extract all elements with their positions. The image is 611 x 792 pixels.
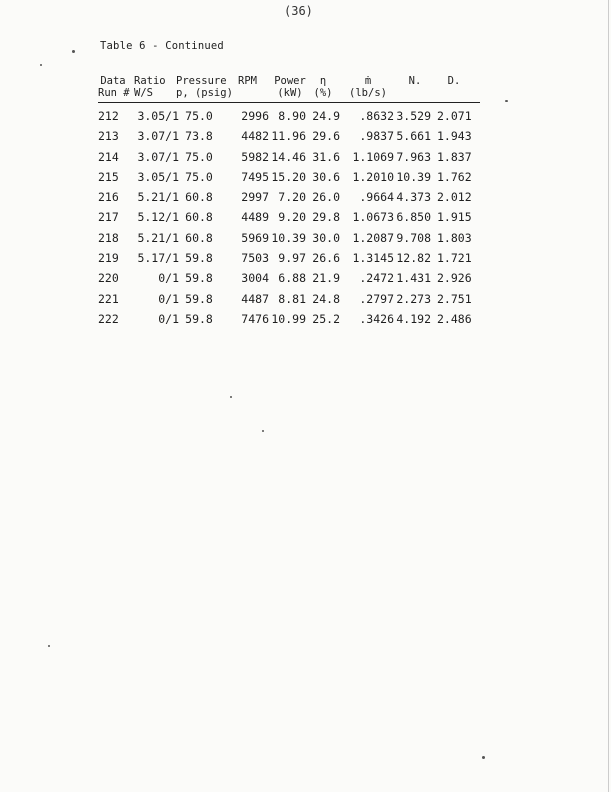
cell-power: 14.46 [271,149,306,164]
cell-rpm: 4482 [241,129,269,144]
cell-ratio: 0/1 [158,271,179,286]
cell-run: 221 [98,291,119,306]
cell-ratio: 3.05/1 [137,109,179,123]
header-mass-flow: ṁ (lb/s) [349,75,387,99]
cell-efficiency: 24.8 [312,291,340,306]
table-row [98,184,480,204]
cell-n: 6.850 [396,210,431,225]
scan-speck [482,756,485,759]
cell-rpm: 7503 [241,251,269,266]
cell-ratio: 5.12/1 [137,210,179,225]
cell-power: 11.96 [271,129,306,144]
cell-d: 2.071 [437,109,472,123]
cell-run: 217 [98,210,119,225]
data-table [98,75,480,326]
cell-efficiency: 25.2 [312,311,340,326]
cell-efficiency: 29.6 [312,129,340,144]
table-row [98,103,480,123]
cell-run: 222 [98,311,119,326]
cell-n: 2.273 [396,291,431,306]
header-rpm: RPM [238,75,257,87]
cell-pressure: 75.0 [185,109,213,123]
table-header [98,75,480,103]
cell-pressure: 59.8 [185,271,213,286]
cell-efficiency: 21.9 [312,271,340,286]
cell-run: 220 [98,271,119,286]
scan-speck [40,64,42,66]
cell-d: 1.837 [437,149,472,164]
cell-power: 10.99 [271,311,306,326]
cell-d: 1.943 [437,129,472,144]
cell-rpm: 5969 [241,230,269,245]
cell-rpm: 4489 [241,210,269,225]
cell-run: 216 [98,190,119,205]
header-power: Power (kW) [274,75,306,99]
header-ratio: Ratio W/S [134,75,166,99]
cell-pressure: 59.8 [185,291,213,306]
cell-rpm: 5982 [241,149,269,164]
cell-mass-flow: 1.3145 [352,251,394,266]
cell-mass-flow: .2472 [359,271,394,286]
table-row [98,245,480,265]
cell-pressure: 59.8 [185,311,213,326]
cell-run: 219 [98,251,119,266]
cell-efficiency: 26.6 [312,251,340,266]
page-number: (36) [284,4,313,18]
header-run: Data Run # [98,75,130,99]
cell-n: 4.192 [396,311,431,326]
cell-run: 214 [98,149,119,164]
cell-run: 212 [98,109,119,123]
cell-pressure: 60.8 [185,210,213,225]
cell-pressure: 59.8 [185,251,213,266]
cell-mass-flow: 1.0673 [352,210,394,225]
header-n: N. [408,75,422,87]
scan-speck [262,430,264,432]
cell-rpm: 3004 [241,271,269,286]
table-row [98,306,480,326]
cell-pressure: 75.0 [185,149,213,164]
table-row [98,164,480,184]
cell-ratio: 3.05/1 [137,169,179,184]
table-row [98,204,480,224]
cell-n: 10.39 [396,169,431,184]
page-edge-line [608,0,609,792]
cell-efficiency: 26.0 [312,190,340,205]
cell-mass-flow: .9664 [359,190,394,205]
cell-pressure: 60.8 [185,190,213,205]
table-body [98,103,480,326]
cell-mass-flow: .2797 [359,291,394,306]
cell-power: 8.90 [278,109,306,123]
cell-ratio: 0/1 [158,311,179,326]
cell-ratio: 3.07/1 [137,149,179,164]
cell-n: 12.82 [396,251,431,266]
header-pressure: Pressure p, (psig) [176,75,233,99]
cell-ratio: 5.21/1 [137,190,179,205]
cell-d: 1.915 [437,210,472,225]
cell-d: 2.926 [437,271,472,286]
cell-rpm: 7476 [241,311,269,326]
cell-n: 3.529 [396,109,431,123]
cell-mass-flow: .8632 [359,109,394,123]
cell-mass-flow: 1.2087 [352,230,394,245]
cell-d: 1.721 [437,251,472,266]
scan-speck [48,645,50,647]
cell-efficiency: 29.8 [312,210,340,225]
cell-n: 5.661 [396,129,431,144]
table-row [98,123,480,143]
table-row [98,144,480,164]
cell-mass-flow: .9837 [359,129,394,144]
table-row [98,265,480,285]
cell-pressure: 60.8 [185,230,213,245]
cell-efficiency: 30.0 [312,230,340,245]
cell-d: 1.803 [437,230,472,245]
cell-n: 7.963 [396,149,431,164]
cell-d: 1.762 [437,169,472,184]
cell-ratio: 3.07/1 [137,129,179,144]
scan-speck [230,396,232,398]
table-row [98,286,480,306]
header-d: D. [447,75,461,87]
cell-ratio: 0/1 [158,291,179,306]
table-row [98,225,480,245]
cell-run: 213 [98,129,119,144]
cell-d: 2.012 [437,190,472,205]
cell-d: 2.751 [437,291,472,306]
cell-power: 9.97 [278,251,306,266]
cell-rpm: 7495 [241,169,269,184]
cell-power: 7.20 [278,190,306,205]
cell-rpm: 4487 [241,291,269,306]
cell-mass-flow: 1.1069 [352,149,394,164]
cell-rpm: 2996 [241,109,269,123]
table-title: Table 6 - Continued [100,40,224,52]
cell-n: 9.708 [396,230,431,245]
cell-run: 218 [98,230,119,245]
cell-power: 9.20 [278,210,306,225]
cell-efficiency: 31.6 [312,149,340,164]
cell-efficiency: 24.9 [312,109,340,123]
cell-pressure: 75.0 [185,169,213,184]
cell-power: 6.88 [278,271,306,286]
cell-power: 8.81 [278,291,306,306]
cell-n: 4.373 [396,190,431,205]
cell-pressure: 73.8 [185,129,213,144]
cell-ratio: 5.21/1 [137,230,179,245]
cell-mass-flow: .3426 [359,311,394,326]
cell-rpm: 2997 [241,190,269,205]
cell-run: 215 [98,169,119,184]
cell-power: 10.39 [271,230,306,245]
header-efficiency: η (%) [313,75,333,99]
cell-d: 2.486 [437,311,472,326]
cell-efficiency: 30.6 [312,169,340,184]
scan-speck [505,100,508,102]
cell-mass-flow: 1.2010 [352,169,394,184]
cell-n: 1.431 [396,271,431,286]
scan-speck [72,50,75,53]
cell-ratio: 5.17/1 [137,251,179,266]
cell-power: 15.20 [271,169,306,184]
